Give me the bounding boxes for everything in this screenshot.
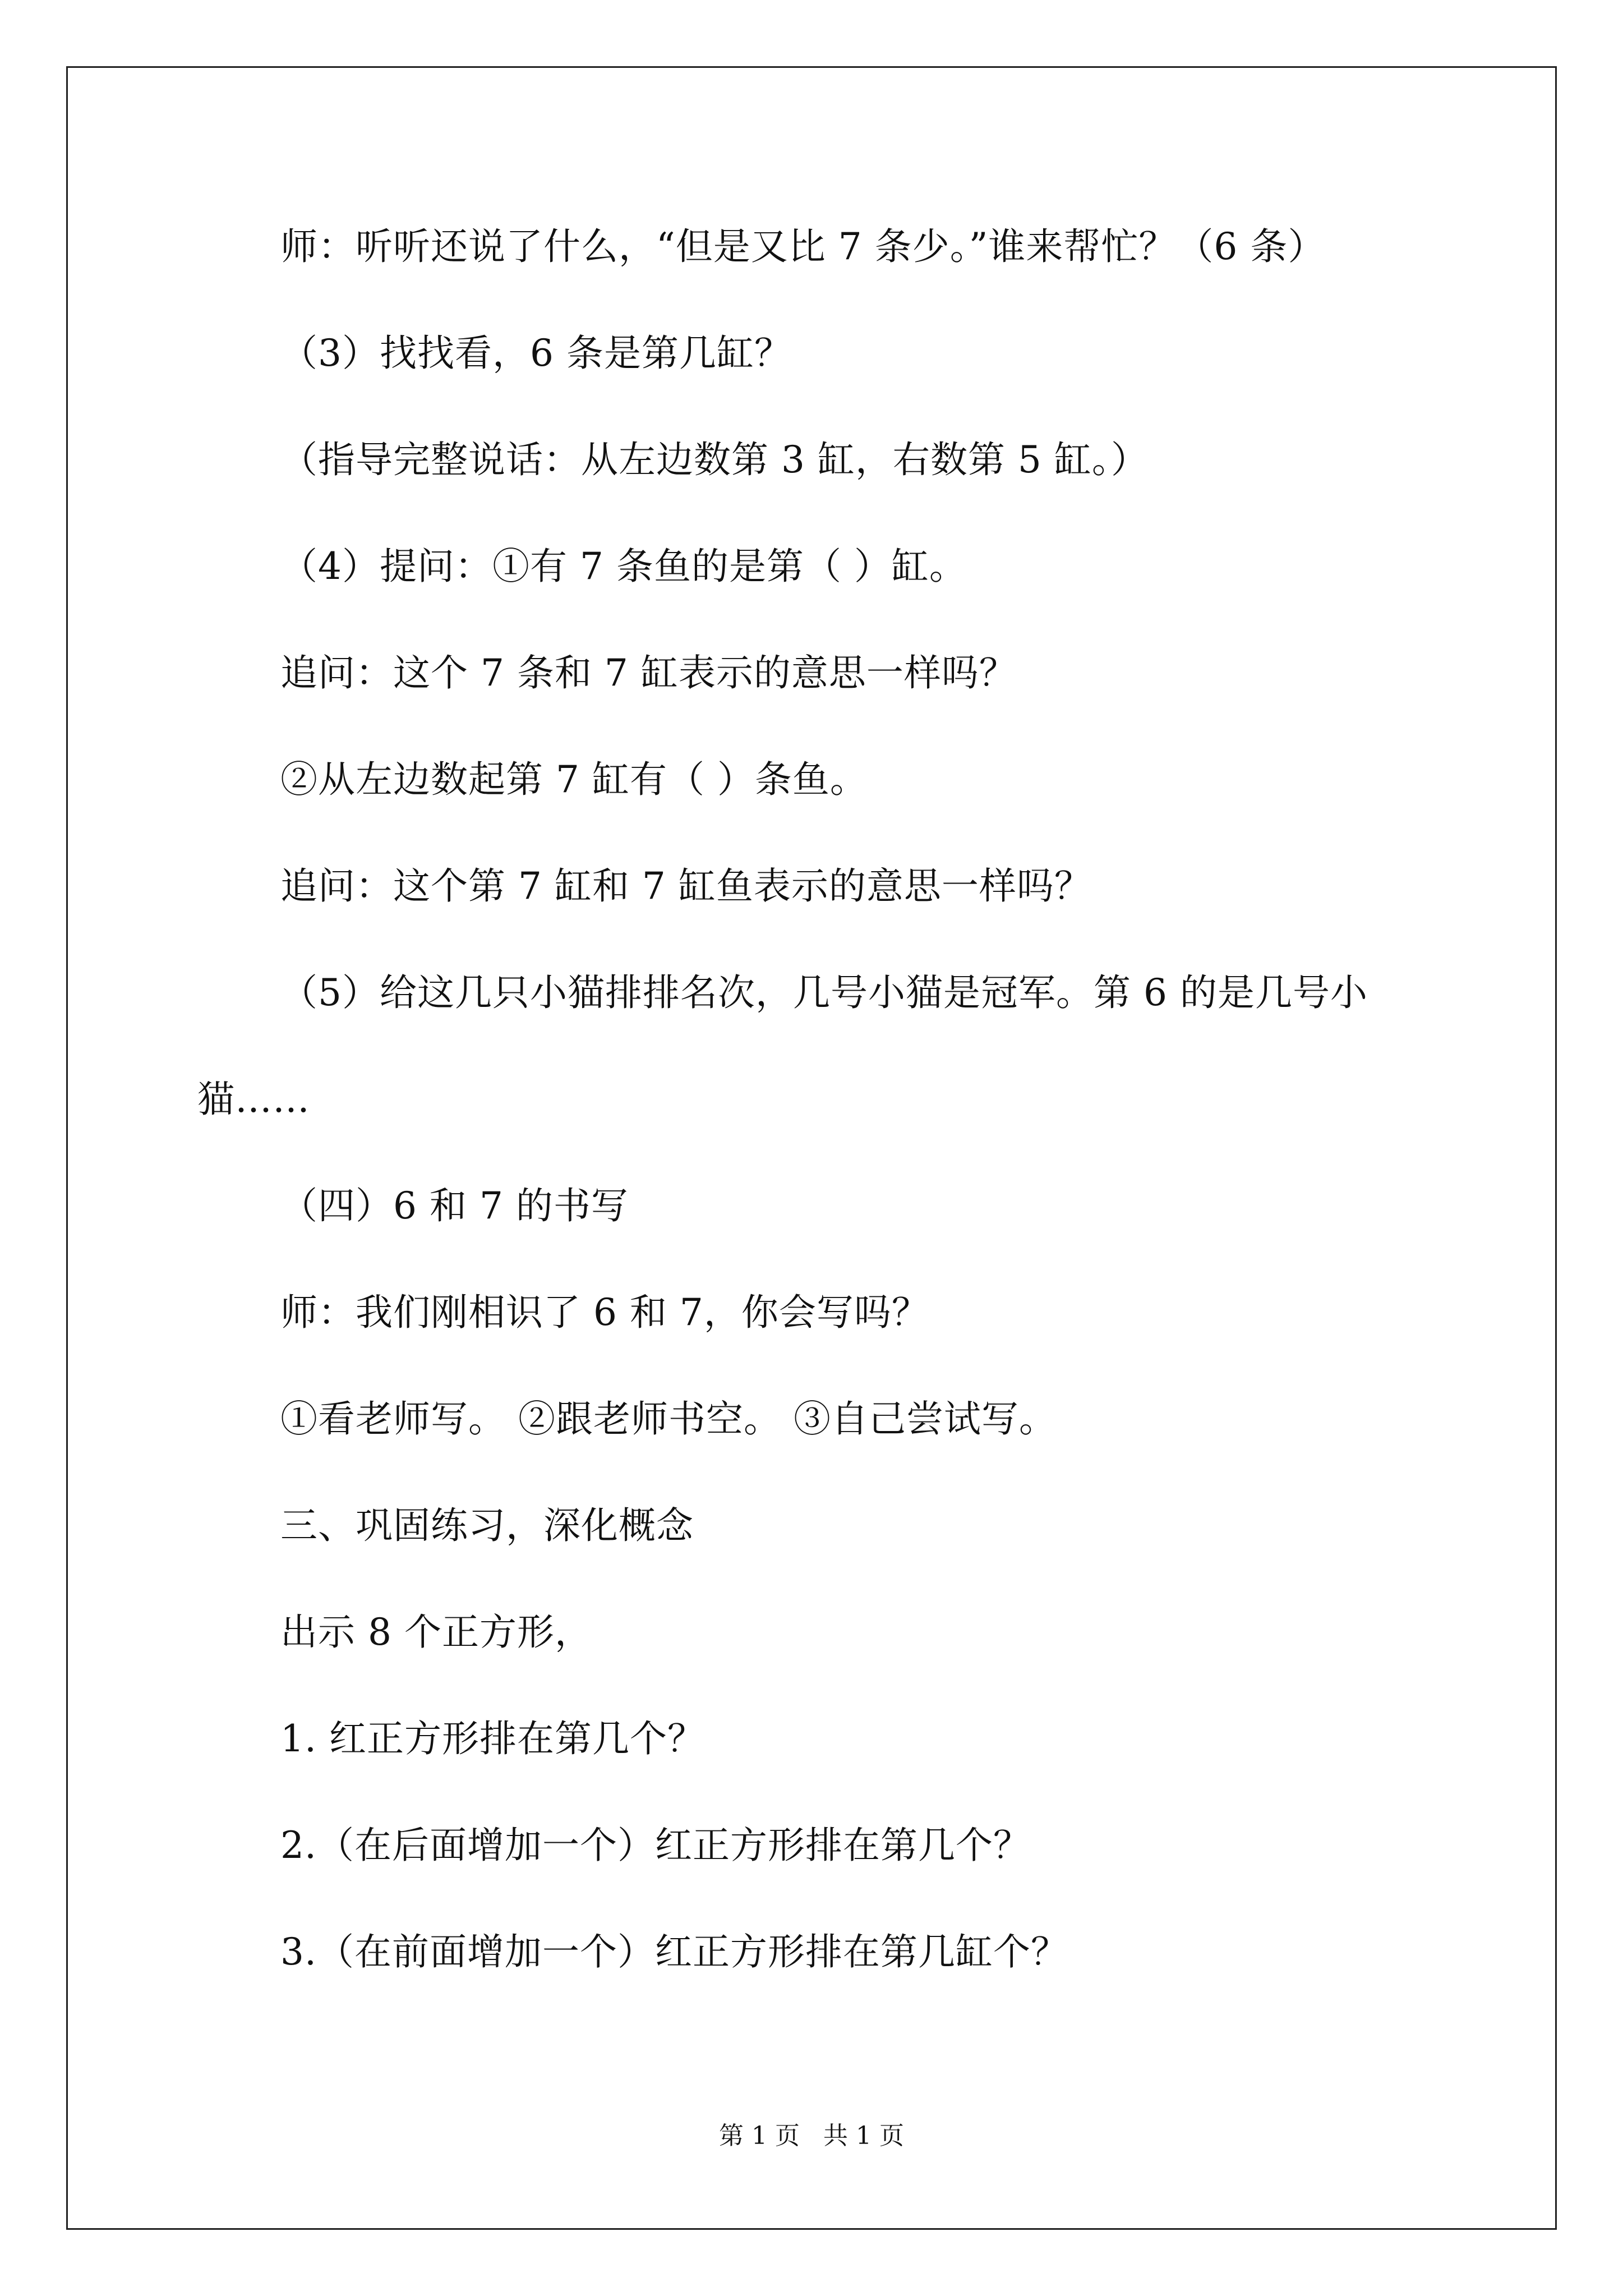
section-heading-practice: 三、巩固练习，深化概念 [280,1504,694,1547]
section-heading-writing: （四）6 和 7 的书写 [280,1184,629,1227]
text-line-2: （3）找找看，6 条是第几缸？ [280,332,792,375]
page-footer: 第 1 页 共 1 页 [719,2122,904,2150]
list-item-1: 1. 红正方形排在第几个？ [280,1717,705,1760]
text-line-4: （4）提问：①有 7 条鱼的是第（ ）缸。 [280,545,967,588]
text-line-14: 出示 8 个正方形， [280,1611,592,1654]
list-item-3: 3.（在前面增加一个）红正方形排在第几缸个？ [280,1930,1068,1973]
text-line-9: 猫…… [197,1078,310,1121]
text-line-11: 师：我们刚相识了 6 和 7，你会写吗？ [280,1291,929,1334]
page-border [66,66,1557,2230]
text-line-6: ②从左边数起第 7 缸有（ ）条鱼。 [280,758,868,801]
text-line-7: 追问：这个第 7 缸和 7 缸鱼表示的意思一样吗？ [280,864,1092,908]
text-line-12: ①看老师写。 ②跟老师书空。 ③自己尝试写。 [280,1397,1057,1441]
text-line-8: （5）给这几只小猫排排名次，几号小猫是冠军。第 6 的是几号小 [280,971,1368,1014]
text-line-5: 追问：这个 7 条和 7 缸表示的意思一样吗？ [280,651,1017,694]
text-line-1: 师：听听还说了什么，“但是又比 7 条少。”谁来帮忙？（6 条） [280,225,1326,268]
list-item-2: 2.（在后面增加一个）红正方形排在第几个？ [280,1824,1031,1867]
text-line-3: （指导完整说话：从左边数第 3 缸，右数第 5 缸。） [280,438,1149,481]
